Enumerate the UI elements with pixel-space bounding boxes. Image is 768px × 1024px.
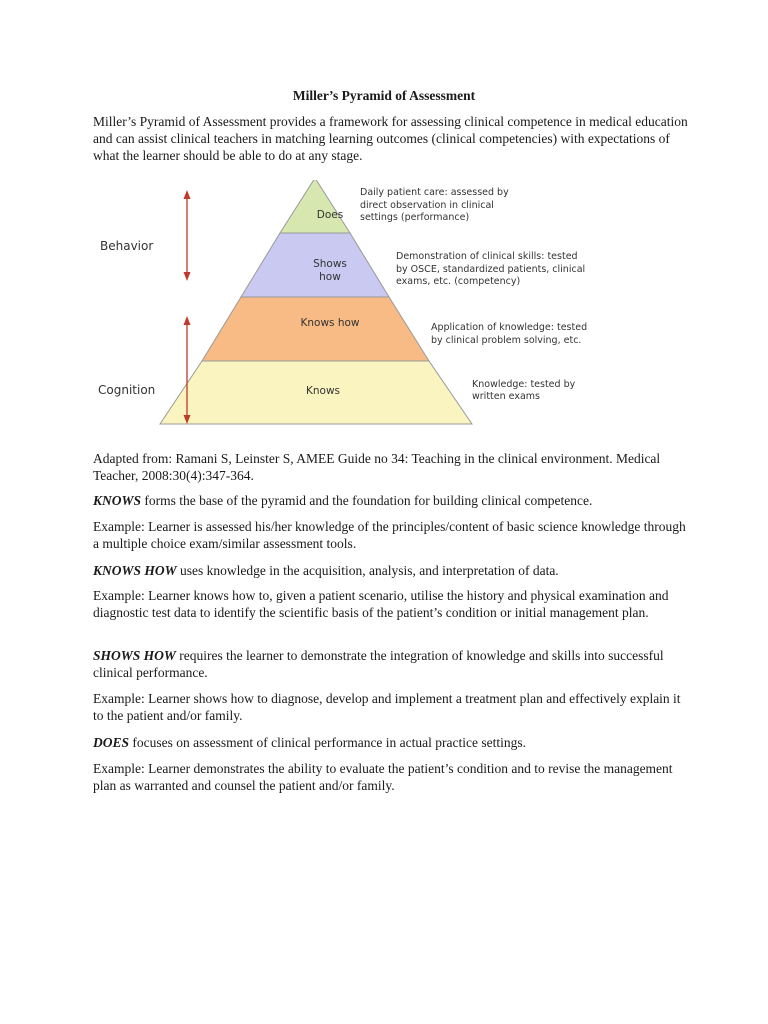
section-shows-how-text: requires the learner to demonstrate the integration of knowledge and skills into successful clinical performance. bbox=[93, 648, 664, 680]
pyramid-tier-does bbox=[280, 180, 350, 233]
section-knows-how-text: uses knowledge in the acquisition, analysis, and interpretation of data. bbox=[176, 563, 559, 578]
citation: Adapted from: Ramani S, Leinster S, AMEE Guide no 34: Teaching in the clinical environment. Medical Teacher, 2008:30(4):347-364. bbox=[93, 451, 661, 483]
intro-paragraph: Miller’s Pyramid of Assessment provides a framework for assessing clinical competence in medical education and can assist clinical teachers in matching learning outcomes (clinical competencies) with expectations of what the learner should be able to do at any stage. bbox=[93, 114, 688, 163]
desc-shows-how-line3: exams, etc. (competency) bbox=[396, 276, 521, 287]
term-does: DOES bbox=[93, 735, 130, 750]
desc-knows-how-line2: by clinical problem solving, etc. bbox=[431, 335, 582, 346]
section-does bbox=[93, 734, 693, 751]
term-knows: KNOWS bbox=[93, 493, 142, 508]
section-knows-text: forms the base of the pyramid and the foundation for building clinical competence. bbox=[141, 493, 593, 508]
desc-does-line1: Daily patient care: assessed by bbox=[360, 187, 509, 198]
tier-label-shows-how-line1: Shows bbox=[313, 258, 347, 270]
example-knows-how: Example: Learner knows how to, given a patient scenario, utilise the history and physical examination and diagnostic test data to identify the scientific basis of the patient’s condition or initial management plan. bbox=[93, 588, 669, 620]
example-knows: Example: Learner is assessed his/her knowledge of the principles/content of basic science knowledge through a multiple choice exam/similar assessment tools. bbox=[93, 519, 686, 551]
section-knows-how bbox=[93, 562, 693, 579]
desc-does-line2: direct observation in clinical bbox=[360, 200, 494, 211]
tier-label-knows-how: Knows how bbox=[300, 317, 360, 329]
pyramid-tier-knows-how bbox=[202, 297, 429, 361]
side-label-behavior: Behavior bbox=[100, 239, 154, 253]
tier-label-knows: Knows bbox=[305, 385, 341, 397]
term-shows-how: SHOWS HOW bbox=[93, 648, 176, 663]
behavior-double-arrow bbox=[184, 190, 191, 281]
section-knows bbox=[93, 492, 693, 509]
desc-knows-how-line1: Application of knowledge: tested bbox=[431, 322, 588, 333]
term-knows-how: KNOWS HOW bbox=[93, 563, 177, 578]
section-shows-how bbox=[93, 647, 693, 681]
desc-does-line3: settings (performance) bbox=[360, 212, 470, 223]
millers-pyramid-figure bbox=[90, 180, 610, 435]
desc-shows-how-line2: by OSCE, standardized patients, clinical bbox=[396, 264, 586, 275]
desc-knows-line2: written exams bbox=[472, 391, 540, 402]
example-does: Example: Learner demonstrates the ability to evaluate the patient’s condition and to revise the management plan as warranted and counsel the patient and/or family. bbox=[93, 761, 673, 793]
desc-shows-how-line1: Demonstration of clinical skills: tested bbox=[396, 251, 578, 262]
example-shows-how: Example: Learner shows how to diagnose, develop and implement a treatment plan and effectively explain it to the patient and/or family. bbox=[93, 691, 681, 723]
section-does-text: focuses on assessment of clinical performance in actual practice settings. bbox=[129, 735, 526, 750]
tier-label-shows-how-line2: how bbox=[319, 271, 341, 283]
document-title: Miller’s Pyramid of Assessment bbox=[292, 88, 476, 103]
side-label-cognition: Cognition bbox=[98, 383, 156, 397]
tier-label-does: Does bbox=[316, 209, 344, 221]
desc-knows-line1: Knowledge: tested by bbox=[472, 379, 576, 390]
